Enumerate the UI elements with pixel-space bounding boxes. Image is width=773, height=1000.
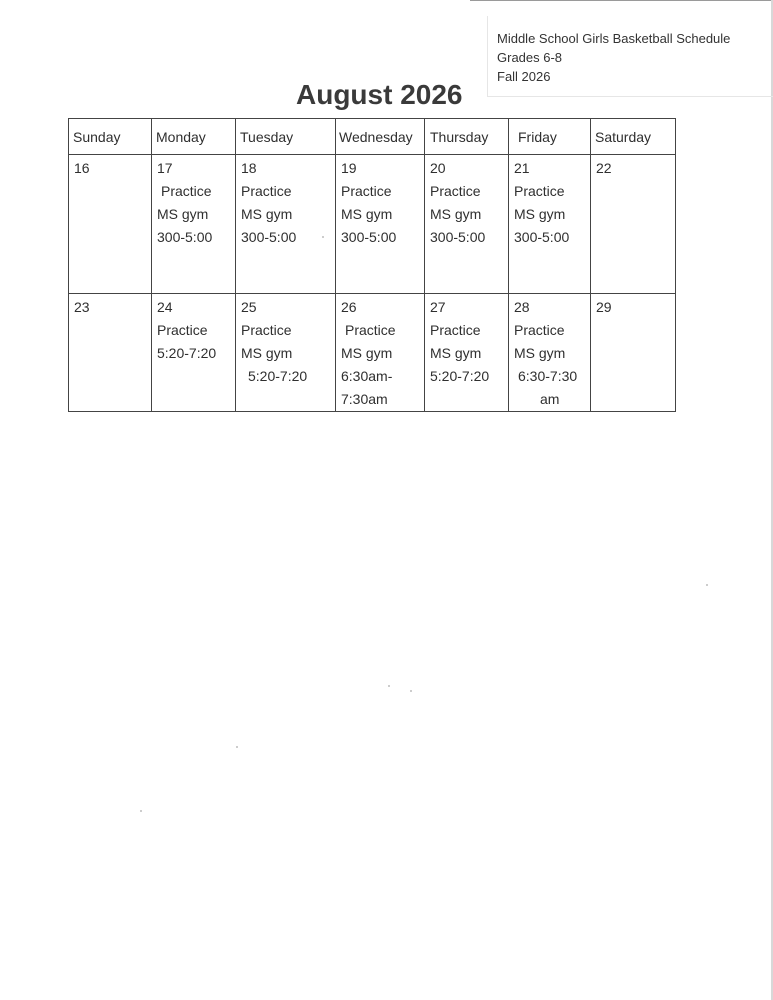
day-number: 20: [430, 160, 446, 176]
event-time: 300-5:00: [241, 229, 297, 245]
scan-speck: [322, 236, 324, 238]
event-time-end: 7:30am: [341, 391, 388, 407]
scan-speck: [706, 584, 708, 586]
scan-edge-top: [470, 0, 773, 5]
month-title: August 2026: [296, 79, 463, 110]
event-location: MS gym: [514, 206, 566, 222]
day-number: 24: [157, 299, 173, 315]
weekday-header: Sunday: [69, 119, 152, 155]
event-time: 6:30am-: [341, 368, 393, 384]
weekday-header-row: [69, 119, 676, 155]
event-location: MS gym: [430, 345, 482, 361]
event-time: 5:20-7:20: [157, 345, 217, 361]
day-number: 22: [596, 160, 612, 176]
scan-speck: [410, 690, 412, 692]
calendar-week-row: [69, 155, 676, 294]
event-title: Practice: [430, 322, 481, 338]
weekday-header: Saturday: [591, 119, 676, 155]
day-number: 27: [430, 299, 446, 315]
day-number: 16: [74, 160, 90, 176]
season-label: Fall 2026: [497, 69, 551, 84]
calendar-table: [68, 118, 676, 412]
day-cell: [591, 155, 676, 294]
weekday-header: Thursday: [425, 119, 509, 155]
day-cell: [425, 155, 509, 294]
calendar-week-row: [69, 294, 676, 412]
event-time-end: am: [540, 391, 560, 407]
day-cell: [509, 155, 591, 294]
day-cell: [336, 294, 425, 412]
event-title: Practice: [241, 322, 292, 338]
event-title: Practice: [341, 183, 392, 199]
day-cell: [509, 294, 591, 412]
day-number: 21: [514, 160, 530, 176]
event-time: 5:20-7:20: [248, 368, 308, 384]
event-time: 6:30-7:30: [518, 368, 578, 384]
event-title: Practice: [430, 183, 481, 199]
event-location: MS gym: [241, 206, 293, 222]
scan-speck: [388, 685, 390, 687]
event-title: Practice: [241, 183, 292, 199]
event-time: 300-5:00: [514, 229, 570, 245]
day-number: 28: [514, 299, 530, 315]
day-cell: [425, 294, 509, 412]
event-title: Practice: [157, 322, 208, 338]
event-time: 5:20-7:20: [430, 368, 490, 384]
event-title: Practice: [514, 183, 565, 199]
day-cell: [152, 294, 236, 412]
event-location: MS gym: [157, 206, 209, 222]
day-cell: [591, 294, 676, 412]
weekday-header: Monday: [152, 119, 236, 155]
scan-speck: [236, 746, 238, 748]
weekday-header: Wednesday: [336, 119, 425, 155]
grades-label: Grades 6-8: [497, 50, 563, 65]
day-number: 25: [241, 299, 257, 315]
event-title: Practice: [345, 322, 396, 338]
event-location: MS gym: [341, 345, 393, 361]
event-location: MS gym: [514, 345, 566, 361]
day-cell: [236, 155, 336, 294]
day-cell: [69, 294, 152, 412]
day-number: 19: [341, 160, 357, 176]
day-cell: [336, 155, 425, 294]
event-time: 300-5:00: [157, 229, 213, 245]
day-cell: [236, 294, 336, 412]
day-number: 17: [157, 160, 173, 176]
event-title: Practice: [161, 183, 212, 199]
day-number: 23: [74, 299, 90, 315]
day-number: 29: [596, 299, 612, 315]
day-cell: [152, 155, 236, 294]
weekday-header: Friday: [509, 119, 591, 155]
day-cell: [69, 155, 152, 294]
schedule-name: Middle School Girls Basketball Schedule: [497, 31, 731, 46]
day-number: 26: [341, 299, 357, 315]
event-time: 300-5:00: [341, 229, 397, 245]
event-location: MS gym: [430, 206, 482, 222]
day-number: 18: [241, 160, 257, 176]
event-location: MS gym: [341, 206, 393, 222]
scan-speck: [140, 810, 142, 812]
weekday-header: Tuesday: [236, 119, 336, 155]
event-time: 300-5:00: [430, 229, 486, 245]
event-location: MS gym: [241, 345, 293, 361]
event-title: Practice: [514, 322, 565, 338]
